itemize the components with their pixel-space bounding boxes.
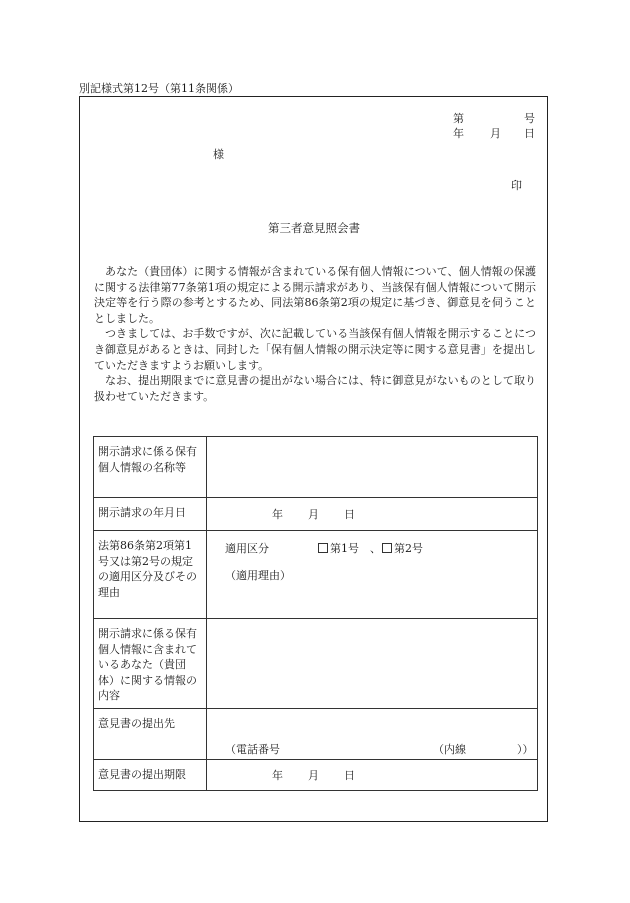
category-label: 適用区分 [225, 542, 269, 555]
option-item-2 [382, 540, 423, 556]
option-2-label: 第2号 [394, 542, 423, 555]
option-separator: 、 [370, 542, 381, 555]
row-label-applicable-category: 法第86条第2項第1号又は第2号の規定の適用区分及びその理由 [94, 531, 207, 619]
table-row [94, 759, 538, 790]
value-submission-deadline [207, 759, 538, 790]
doc-number-prefix: 第 [453, 112, 464, 125]
body-text [94, 264, 536, 404]
paragraph-opinion-request: つきましては、お手数ですが、次に記載している当該保有個人情報を開示することにつき御意見があるときは、同封した「保有個人情報の開示決定等に関する意見書」を提出していただきますようお願いします。 [94, 327, 536, 372]
request-month-label: 月 [308, 508, 319, 521]
phone-number-label: （電話番号 [225, 742, 280, 756]
request-year-label: 年 [272, 508, 283, 521]
checkbox-2[interactable] [382, 543, 392, 553]
closing-parens: ）） [517, 742, 534, 756]
row-label-info-content: 開示請求に係る保有個人情報に含まれているあなた（貴団体）に関する情報の内容 [94, 619, 207, 709]
seal-mark: 印 [511, 179, 522, 192]
addressee-suffix: 様 [213, 148, 224, 161]
value-submission-destination [207, 708, 538, 759]
date-year-label: 年 [453, 127, 464, 140]
row-label-request-date: 開示請求の年月日 [94, 498, 207, 531]
row-label-submission-deadline: 意見書の提出期限 [94, 759, 207, 790]
date-month-label: 月 [490, 127, 501, 140]
option-item-1 [318, 540, 359, 556]
paragraph-deadline-note: なお、提出期限までに意見書の提出がない場合には、特に御意見がないものとして取り扱わせていただきます。 [94, 374, 536, 403]
info-table [93, 436, 538, 791]
table-row [94, 619, 538, 709]
value-applicable-category [207, 531, 538, 619]
deadline-day-label: 日 [344, 768, 355, 782]
row-label-submission-destination: 意見書の提出先 [94, 708, 207, 759]
date-day-label: 日 [524, 127, 535, 140]
table-row [94, 708, 538, 759]
table-row [94, 531, 538, 619]
value-request-date [207, 498, 538, 531]
checkbox-1[interactable] [318, 543, 328, 553]
paragraph-request-notice: あなた（貴団体）に関する情報が含まれている保有個人情報について、個人情報の保護に関する法律第77条第1項の規定による開示請求があり、当該保有個人情報について開示決定等を行う際の参考とするため、同法第86条第2項の規定に基づき、御意見を伺うこととしました。 [94, 265, 536, 325]
row-label-info-name: 開示請求に係る保有個人情報の名称等 [94, 437, 207, 498]
form-number-label: 別記様式第12号（第11条関係） [79, 82, 239, 95]
value-info-name [207, 437, 538, 498]
table-row [94, 437, 538, 498]
extension-label: （内線 [433, 742, 466, 756]
option-1-label: 第1号 [330, 542, 359, 555]
reason-label: （適用理由） [225, 569, 291, 582]
deadline-year-label: 年 [272, 768, 283, 782]
table-row [94, 498, 538, 531]
value-info-content [207, 619, 538, 709]
doc-number-suffix: 号 [524, 112, 535, 125]
deadline-month-label: 月 [308, 768, 319, 782]
document-title: 第三者意見照会書 [268, 221, 360, 235]
request-day-label: 日 [344, 508, 355, 521]
